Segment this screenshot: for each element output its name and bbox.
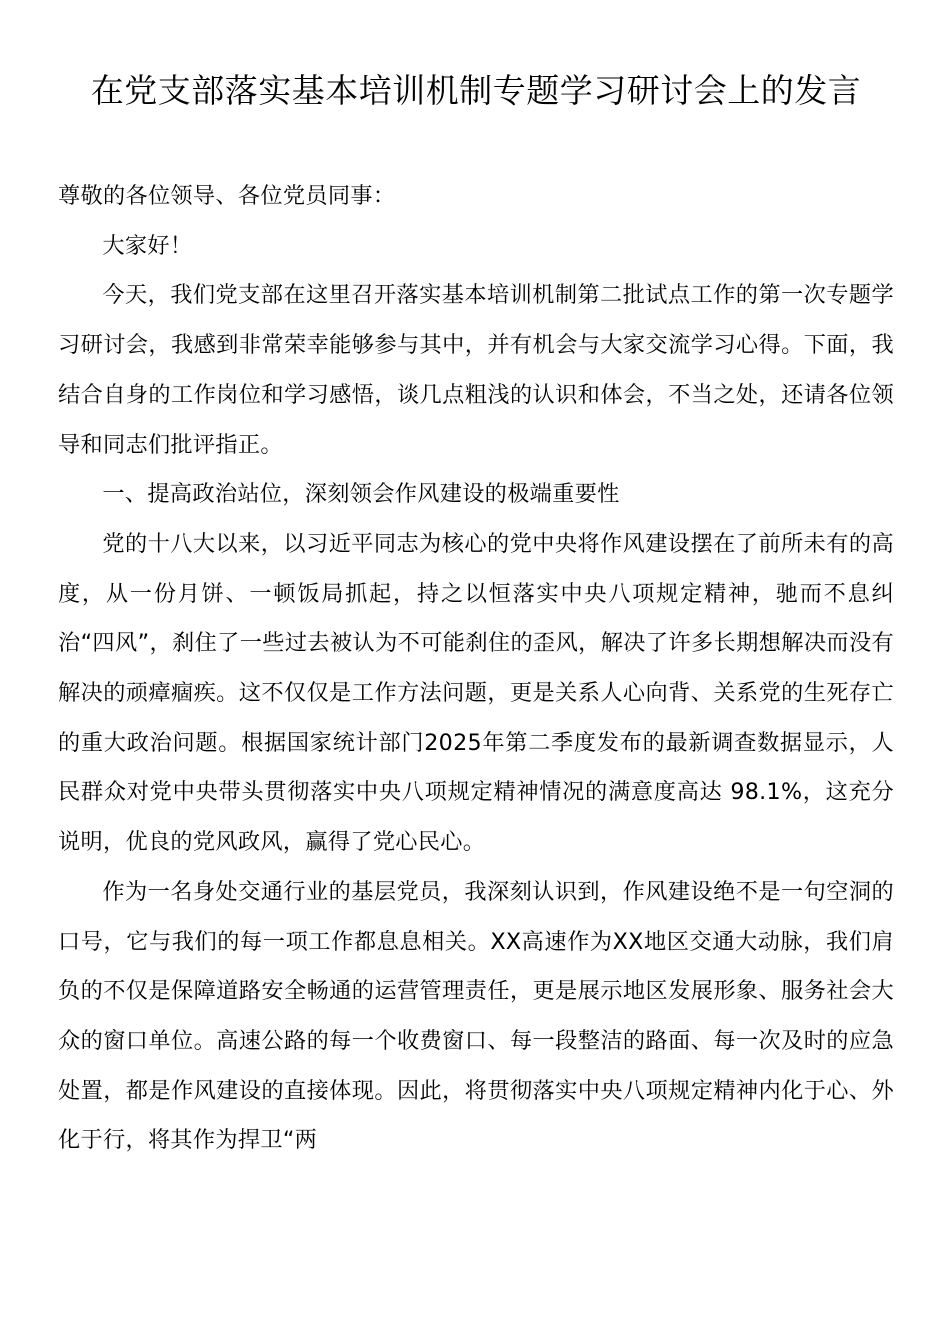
paragraph-transport-work: 作为一名身处交通行业的基层党员，我深刻认识到，作风建设绝不是一句空洞的口号，它与我们的每一项工作都息息相关。XX高速作为XX地区交通大动脉，我们肩负的不仅是保障道路安全畅通的运营管理责任，更是展示地区发展形象、服务社会大众的窗口单位。高速公路的每一个收费窗口、每一段整洁的路面、每一次及时的应急处置，都是作风建设的直接体现。因此，将贯彻落实中央八项规定精神内化于心、外化于行，将其作为捍卫“两 [58,878,894,1154]
document-body [58,172,894,1166]
paragraph-party-conduct: 党的十八大以来，以习近平同志为核心的党中央将作风建设摆在了前所未有的高度，从一份月饼、一顿饭局抓起，持之以恒落实中央八项规定精神，驰而不息纠治“四风”，刹住了一些过去被认为不可能刹住的歪风，解决了许多长期想解决而没有解决的顽瘴痼疾。这不仅仅是工作方法问题，更是关系人心向背、关系党的生死存亡的重大政治问题。根据国家统计部门2025年第二季度发布的最新调查数据显示，人民群众对党中央带头贯彻落实中央八项规定精神情况的满意度高达 98.1%，这充分说明，优良的党风政风，赢得了党心民心。 [58,530,894,856]
document-title: 在党支部落实基本培训机制专题学习研讨会上的发言 [90,71,862,110]
document-page [58,62,894,1166]
salutation: 尊敬的各位领导、各位党员同事： [58,183,396,209]
greeting: 大家好！ [102,232,193,259]
section-heading-1: 一、提高政治站位，深刻领会作风建设的极端重要性 [102,481,620,508]
paragraph-intro: 今天，我们党支部在这里召开落实基本培训机制第二批试点工作的第一次专题学习研讨会，我感到非常荣幸能够参与其中，并有机会与大家交流学习心得。下面，我结合自身的工作岗位和学习感悟，谈几点粗浅的认识和体会，不当之处，还请各位领导和同志们批评指正。 [58,282,894,458]
